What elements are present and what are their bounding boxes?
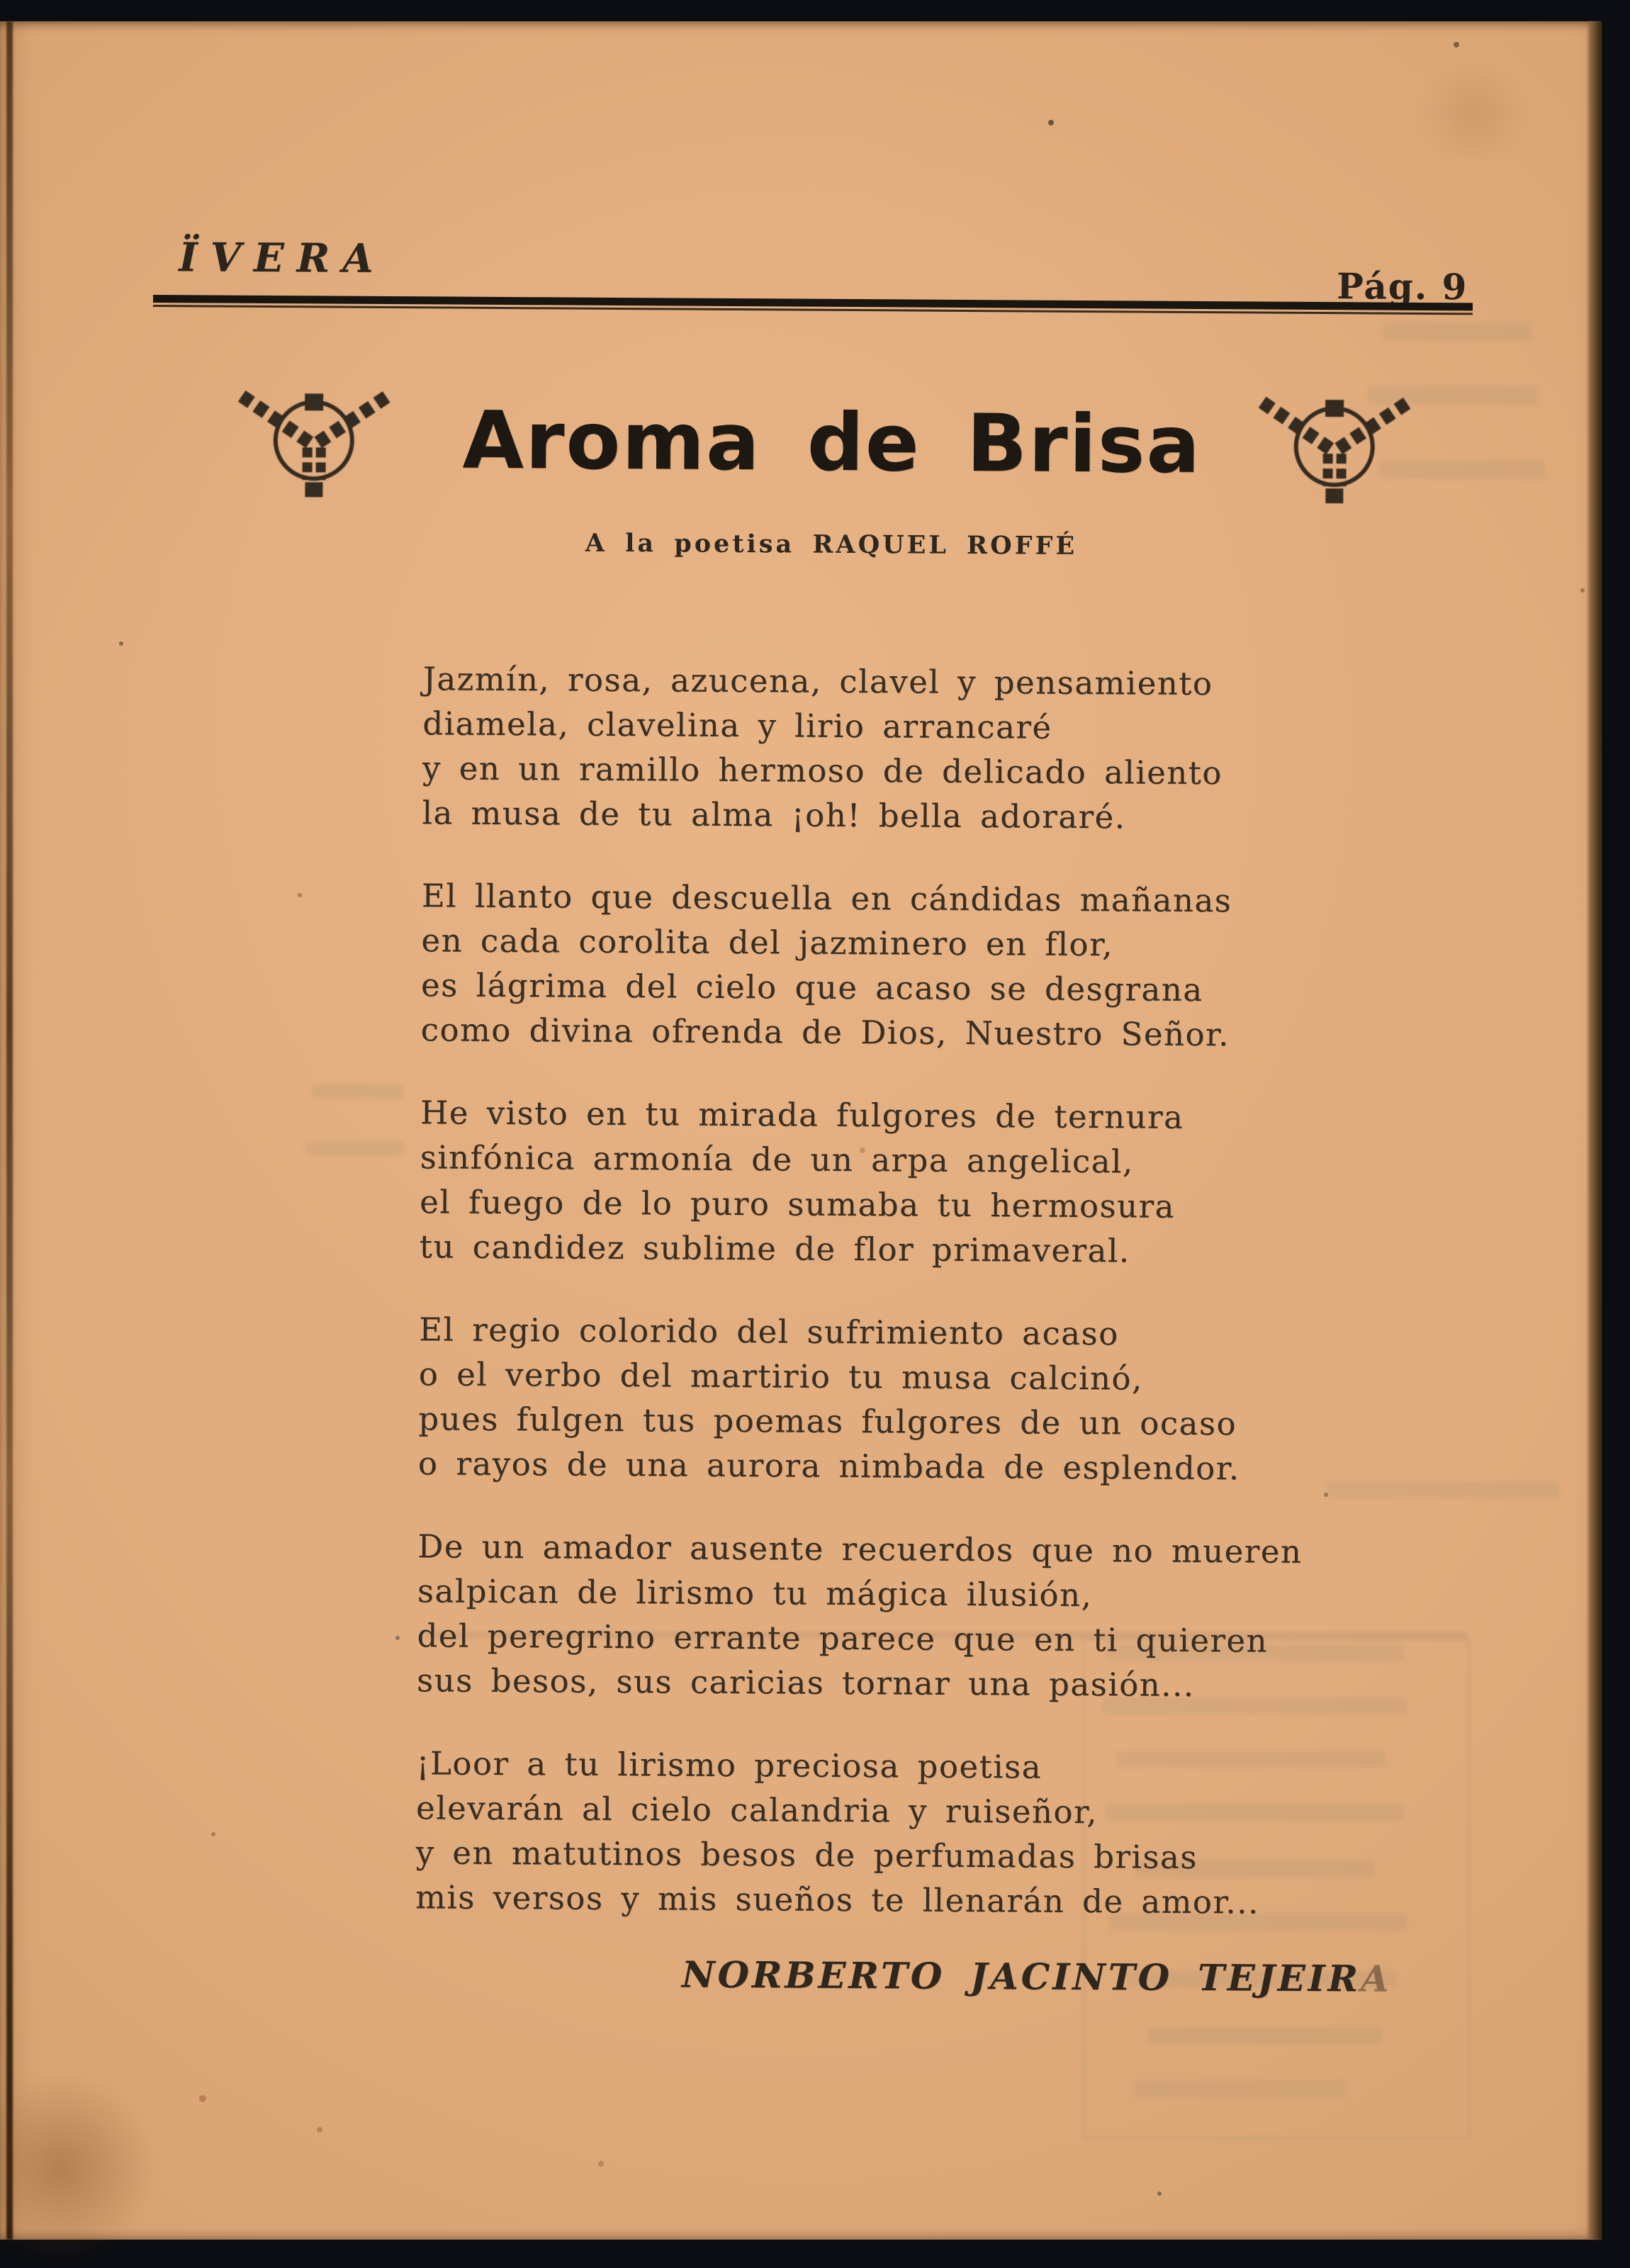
poem-line: diamela, clavelina y lirio arrancaré (422, 704, 1052, 746)
poem-line: o el verbo del martirio tu musa calcinó, (418, 1355, 1143, 1398)
poem-stanza (418, 1307, 1304, 1491)
poem-line: ¡Loor a tu lirismo preciosa poetisa (416, 1744, 1042, 1786)
poem-line: salpican de lirismo tu mágica ilusión, (417, 1572, 1093, 1615)
poem-line: y en un ramillo hermoso de delicado aliento (422, 749, 1223, 792)
printed-content (0, 21, 1603, 2249)
poem-stanza (420, 1090, 1305, 1274)
poem-stanza (415, 1741, 1301, 1925)
page-number: Pág. 9 (1337, 265, 1468, 308)
poem-line: el fuego de lo puro sumaba tu hermosura (420, 1183, 1176, 1225)
poem-line: El llanto que descuella en cándidas mañanas (421, 877, 1232, 920)
author-name-faded-letter: A (1360, 1958, 1392, 2001)
poem-line: del peregrino errante parece que en ti quieren (417, 1617, 1269, 1660)
magazine-page (0, 21, 1602, 2240)
poem-line: sinfónica armonía de un arpa angelical, (420, 1138, 1134, 1181)
poem-line: tu candidez sublime de flor primaveral. (419, 1228, 1130, 1270)
poem-stanza (421, 873, 1307, 1057)
poem-line: la musa de tu alma ¡oh! bella adoraré. (422, 794, 1126, 836)
poem-line: mis versos y mis sueños te llenarán de amor... (415, 1878, 1260, 1921)
poem-body (415, 656, 1308, 1963)
poem-line: y en matutinos besos de perfumadas brisas (415, 1834, 1198, 1877)
poem-line: sus besos, sus caricias tornar una pasión... (416, 1661, 1195, 1704)
poem-line: en cada corolita del jazminero en flor, (421, 921, 1114, 964)
poem-line: pues fulgen tus poemas fulgores de un ocaso (418, 1400, 1237, 1443)
poem-line: El regio colorido del sufrimiento acaso (419, 1310, 1119, 1353)
dedication-line: A la poetisa RAQUEL ROFFÉ (585, 528, 1078, 561)
poem-line: es lágrima del cielo que acaso se desgrana (420, 966, 1203, 1009)
header-rule (153, 295, 1473, 310)
floral-dash-ornament-icon (1252, 381, 1417, 506)
poem-line: De un amador ausente recuerdos que no mueren (417, 1527, 1303, 1571)
author-name: NORBERTO JACINTO TEJEIR (681, 1953, 1361, 2001)
poem-line: He visto en tu mirada fulgores de ternura (420, 1094, 1184, 1136)
poem-line: como divina ofrenda de Dios, Nuestro Señor. (420, 1011, 1230, 1054)
poem-line: elevarán al cielo calandria y ruiseñor, (415, 1789, 1098, 1831)
article-title: Aroma de Brisa (462, 394, 1202, 492)
poem-stanza (417, 1524, 1303, 1708)
masthead: ÏVERA (179, 234, 386, 282)
poem-line: Jazmín, rosa, azucena, clavel y pensamiento (422, 660, 1213, 703)
author-signature (415, 1952, 1391, 2000)
poem-stanza (422, 656, 1308, 841)
poem-line: o rayos de una aurora nimbada de esplendor. (417, 1444, 1240, 1488)
floral-dash-ornament-icon (231, 375, 396, 500)
